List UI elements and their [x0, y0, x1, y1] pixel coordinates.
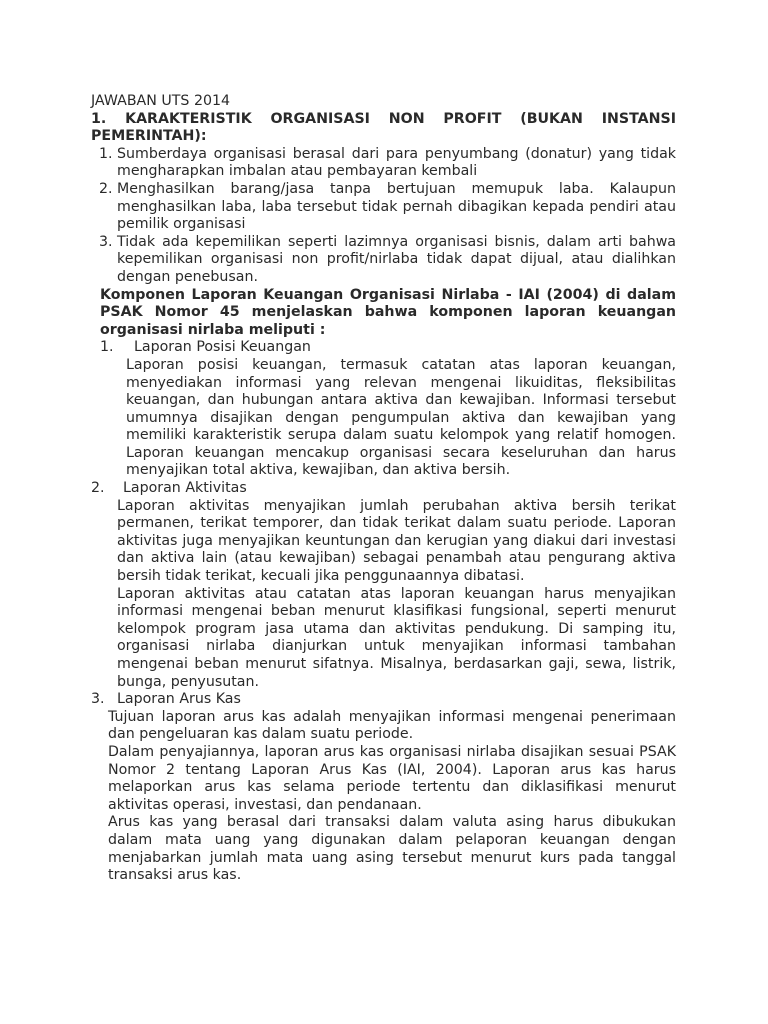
- list-item: [91, 234, 676, 287]
- list-item: [91, 181, 676, 234]
- subsection-label: Laporan Posisi Keuangan: [134, 339, 311, 356]
- characteristics-list: [91, 146, 676, 287]
- subsection-number: 1.: [100, 339, 114, 356]
- subsection-title: [91, 339, 676, 357]
- paragraph: Laporan aktivitas atau catatan atas laporan keuangan harus menyajikan informasi mengenai beban menurut klasifikasi fungsional, seperti menurut kelompok program jasa utama dan aktivitas pendukung. Di samping itu, organisasi nirlaba dianjurkan untuk menyajikan informasi tambahan mengenai beban menurut sifatnya. Misalnya, berdasarkan gaji, sewa, listrik, bunga, penyusutan.: [117, 585, 676, 690]
- list-text: Sumberdaya organisasi berasal dari para penyumbang (donatur) yang tidak mengharapkan imbalan atau pembayaran kembali: [117, 145, 676, 180]
- section-aktivitas: [91, 480, 676, 691]
- subsection-title: [91, 480, 676, 498]
- paragraph: Laporan posisi keuangan, termasuk catatan atas laporan keuangan, menyediakan informasi yang relevan mengenai likuiditas, fleksibilitas keuangan, dan hubungan antara aktiva dan kewajiban. Informasi tersebut umumnya disajikan dengan pengumpulan aktiva dan kewajiban yang memiliki karakteristik serupa dalam suatu kelompok yang relatif homogen. Laporan keuangan mencakup organisasi secara keseluruhan dan harus menyajikan total aktiva, kewajiban, dan aktiva bersih.: [126, 356, 676, 479]
- paragraph: Laporan aktivitas menyajikan jumlah perubahan aktiva bersih terikat permanen, terikat temporer, dan tidak terikat dalam suatu periode. Laporan aktivitas juga menyajikan keuntungan dan kerugian yang diakui dari investasi dan aktiva lain (atau kewajiban) sebagai penambah atau pengurang aktiva bersih tidak terikat, kecuali jika penggunaannya dibatasi.: [117, 497, 676, 585]
- list-number: 1.: [99, 145, 113, 162]
- list-item: [91, 146, 676, 181]
- subsection-number: 3.: [91, 691, 105, 708]
- list-text: Menghasilkan barang/jasa tanpa bertujuan memupuk laba. Kalaupun menghasilkan laba, laba tersebut tidak pernah dibagikan kepada pendiri atau pemilik organisasi: [117, 180, 676, 233]
- subsection-title: [91, 691, 676, 709]
- subsection-number: 2.: [91, 480, 105, 497]
- section-arus-kas: [91, 691, 676, 885]
- section-heading: 1. KARAKTERISTIK ORGANISASI NON PROFIT (BUKAN INSTANSI PEMERINTAH):: [91, 110, 676, 145]
- document-title: JAWABAN UTS 2014: [91, 93, 231, 109]
- paragraph: Tujuan laporan arus kas adalah menyajikan informasi mengenai penerimaan dan pengeluaran kas dalam suatu periode.: [108, 708, 676, 743]
- section-posisi-keuangan: [91, 339, 676, 480]
- list-number: 3.: [99, 233, 113, 250]
- list-number: 2.: [99, 180, 113, 197]
- subsection-label: Laporan Arus Kas: [117, 691, 241, 708]
- paragraph: Dalam penyajiannya, laporan arus kas organisasi nirlaba disajikan sesuai PSAK Nomor 2 tentang Laporan Arus Kas (IAI, 2004). Laporan arus kas harus melaporkan arus kas selama periode tertentu dan diklasifikasi menurut aktivitas operasi, investasi, dan pendanaan.: [108, 743, 676, 813]
- paragraph: Arus kas yang berasal dari transaksi dalam valuta asing harus dibukukan dalam mata uang yang digunakan dalam pelaporan keuangan dengan menjabarkan jumlah mata uang asing tersebut menurut kurs pada tanggal transaksi arus kas.: [108, 814, 676, 884]
- list-text: Tidak ada kepemilikan seperti lazimnya organisasi bisnis, dalam arti bahwa kepemilikan organisasi non profit/nirlaba tidak dapat dijual, atau dialihkan dengan penebusan.: [117, 233, 676, 285]
- subsection-label: Laporan Aktivitas: [123, 480, 247, 497]
- komponen-intro: Komponen Laporan Keuangan Organisasi Nirlaba - IAI (2004) di dalam PSAK Nomor 45 menjelaskan bahwa komponen laporan keuangan organisasi nirlaba meliputi :: [100, 286, 676, 338]
